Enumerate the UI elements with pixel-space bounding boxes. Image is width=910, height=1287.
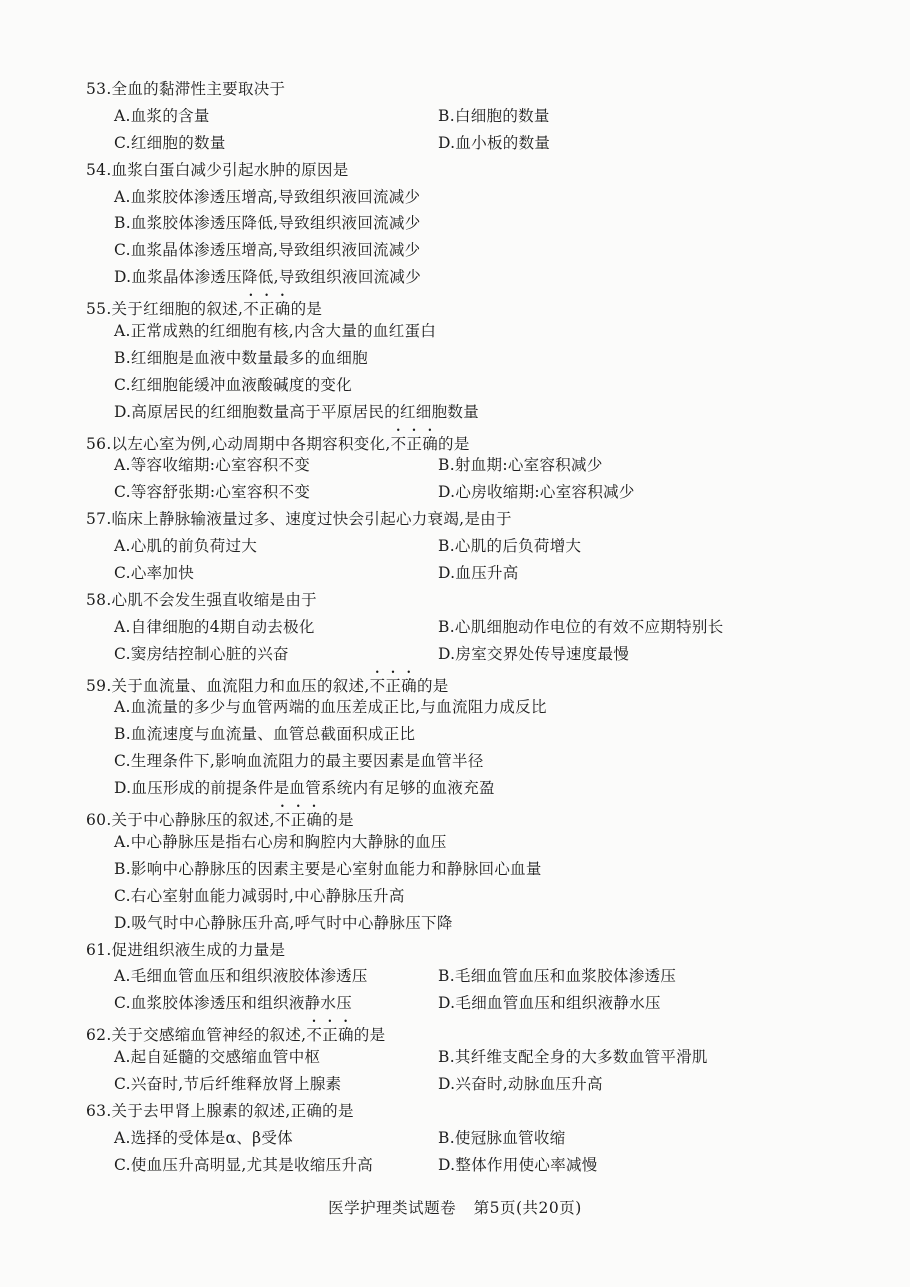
answer-option: C.兴奋时,节后纤维释放肾上腺素 [114, 1074, 342, 1093]
answer-option: D.血浆晶体渗透压降低,导致组织液回流减少 [114, 268, 422, 287]
question-stem: 54.血浆白蛋白减少引起水肿的原因是 [86, 160, 349, 179]
answer-option: C.血浆晶体渗透压增高,导致组织液回流减少 [114, 241, 421, 260]
answer-option: D.血压形成的前提条件是血管系统内有足够的血液充盈 [114, 779, 495, 798]
option-group [86, 1125, 846, 1179]
question [86, 157, 846, 291]
question [86, 426, 846, 507]
option-group [86, 452, 846, 506]
answer-option: A.毛细血管血压和组织液胶体渗透压 [114, 967, 368, 986]
question [86, 802, 846, 936]
answer-option: A.心肌的前负荷过大 [114, 537, 258, 556]
question-stem: 58.心肌不会发生强直收缩是由于 [86, 590, 317, 609]
answer-option: C.等容舒张期:心室容积不变 [114, 483, 311, 502]
answer-option: C.窦房结控制心脏的兴奋 [114, 644, 289, 663]
emphasized-text: 不正确 [306, 1026, 354, 1045]
answer-option: B.心肌的后负荷增大 [438, 537, 582, 556]
question [86, 76, 846, 157]
question [86, 1017, 846, 1098]
question-stem: 57.临床上静脉输液量过多、速度过快会引起心力衰竭,是由于 [86, 510, 512, 529]
question [86, 668, 846, 802]
question-list [86, 76, 846, 1179]
question-stem: 63.关于去甲肾上腺素的叙述,正确的是 [86, 1101, 354, 1120]
option-group [86, 1044, 846, 1098]
option-group [86, 103, 846, 157]
page-footer [0, 1196, 910, 1218]
answer-option: B.心肌细胞动作电位的有效不应期特别长 [438, 617, 724, 636]
emphasized-text: 不正确 [274, 811, 323, 830]
answer-option: C.右心室射血能力减弱时,中心静脉压升高 [114, 886, 405, 905]
option-group [86, 614, 846, 668]
answer-option: A.等容收缩期:心室容积不变 [114, 456, 311, 475]
question-stem: 61.促进组织液生成的力量是 [86, 940, 286, 959]
answer-option: D.血压升高 [438, 564, 519, 583]
question-stem: 59.关于血流量、血流阻力和血压的叙述,不正确的是 [86, 676, 449, 695]
question [86, 506, 846, 587]
answer-option: C.心率加快 [114, 564, 195, 583]
answer-option: A.自律细胞的4期自动去极化 [114, 617, 315, 636]
page-number: 第5页(共20页) [473, 1199, 582, 1217]
option-group [86, 318, 846, 426]
emphasized-text: 不正确 [390, 434, 439, 453]
option-group [86, 694, 846, 802]
answer-option: B.使冠脉血管收缩 [438, 1128, 566, 1147]
answer-option: C.使血压升高明显,尤其是收缩压升高 [114, 1155, 374, 1174]
answer-option: A.选择的受体是α、β受体 [114, 1128, 293, 1147]
option-group [86, 829, 846, 937]
question-stem: 60.关于中心静脉压的叙述,不正确的是 [86, 811, 354, 830]
answer-option: A.血流量的多少与血管两端的血压差成正比,与血流阻力成反比 [114, 698, 547, 717]
option-group [86, 533, 846, 587]
answer-option: D.房室交界处传导速度最慢 [438, 644, 630, 663]
emphasized-text: 不正确 [369, 676, 417, 695]
question-stem: 55.关于红细胞的叙述,不正确的是 [86, 300, 323, 319]
exam-title: 医学护理类试题卷 [328, 1199, 457, 1217]
question-stem: 62.关于交感缩血管神经的叙述,不正确的是 [86, 1026, 386, 1045]
answer-option: A.血浆胶体渗透压增高,导致组织液回流减少 [114, 187, 421, 206]
answer-option: D.整体作用使心率减慢 [438, 1155, 598, 1174]
answer-option: D.心房收缩期:心室容积减少 [438, 483, 635, 502]
answer-option: B.红细胞是血液中数量最多的血细胞 [114, 348, 368, 367]
answer-option: D.高原居民的红细胞数量高于平原居民的红细胞数量 [114, 402, 480, 421]
answer-option: C.血浆胶体渗透压和组织液静水压 [114, 994, 353, 1013]
answer-option: A.正常成熟的红细胞有核,内含大量的血红蛋白 [114, 322, 437, 341]
answer-option: D.兴奋时,动脉血压升高 [438, 1074, 603, 1093]
answer-option: B.血浆胶体渗透压降低,导致组织液回流减少 [114, 214, 421, 233]
answer-option: A.中心静脉压是指右心房和胸腔内大静脉的血压 [114, 832, 447, 851]
question-stem: 56.以左心室为例,心动周期中各期容积变化,不正确的是 [86, 434, 470, 453]
answer-option: C.红细胞的数量 [114, 133, 226, 152]
answer-option: B.毛细血管血压和血浆胶体渗透压 [438, 967, 677, 986]
answer-option: C.红细胞能缓冲血液酸碱度的变化 [114, 375, 353, 394]
answer-option: B.影响中心静脉压的因素主要是心室射血能力和静脉回心血量 [114, 859, 542, 878]
question-stem: 53.全血的黏滞性主要取决于 [86, 80, 286, 98]
answer-option: B.血流速度与血流量、血管总截面积成正比 [114, 725, 416, 744]
answer-option: A.起自延髓的交感缩血管中枢 [114, 1048, 321, 1067]
question [86, 291, 846, 425]
answer-option: D.血小板的数量 [438, 133, 551, 152]
answer-option: A.血浆的含量 [114, 106, 210, 125]
answer-option: D.毛细血管血压和组织液静水压 [438, 994, 661, 1013]
answer-option: B.其纤维支配全身的大多数血管平滑肌 [438, 1048, 708, 1067]
option-group [86, 963, 846, 1017]
answer-option: B.射血期:心室容积减少 [438, 456, 603, 475]
question [86, 587, 846, 668]
answer-option: D.吸气时中心静脉压升高,呼气时中心静脉压下降 [114, 913, 453, 932]
option-group [86, 184, 846, 292]
answer-option: C.生理条件下,影响血流阻力的最主要因素是血管半径 [114, 752, 484, 771]
emphasized-text: 不正确 [243, 300, 291, 319]
question [86, 937, 846, 1018]
question [86, 1098, 846, 1179]
answer-option: B.白细胞的数量 [438, 106, 550, 125]
